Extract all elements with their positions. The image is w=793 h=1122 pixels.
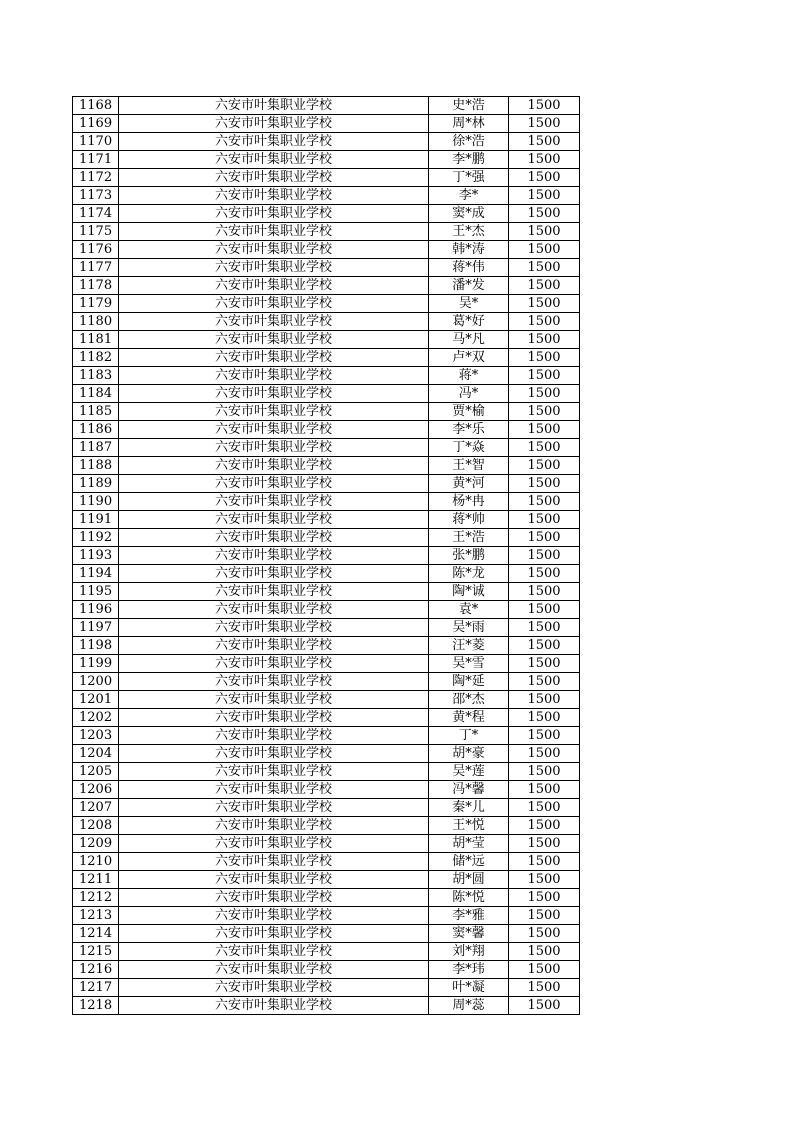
row-number-cell: 1185 xyxy=(73,403,119,421)
amount-cell: 1500 xyxy=(509,241,580,259)
row-number-cell: 1188 xyxy=(73,457,119,475)
school-cell: 六安市叶集职业学校 xyxy=(119,673,429,691)
school-cell: 六安市叶集职业学校 xyxy=(119,439,429,457)
name-cell: 窦*馨 xyxy=(429,925,509,943)
amount-cell: 1500 xyxy=(509,925,580,943)
amount-cell: 1500 xyxy=(509,619,580,637)
school-cell: 六安市叶集职业学校 xyxy=(119,169,429,187)
row-number-cell: 1199 xyxy=(73,655,119,673)
amount-cell: 1500 xyxy=(509,745,580,763)
row-number-cell: 1196 xyxy=(73,601,119,619)
school-cell: 六安市叶集职业学校 xyxy=(119,115,429,133)
amount-cell: 1500 xyxy=(509,817,580,835)
table-row xyxy=(73,367,580,385)
amount-cell: 1500 xyxy=(509,277,580,295)
table-row xyxy=(73,115,580,133)
table-row xyxy=(73,799,580,817)
school-cell: 六安市叶集职业学校 xyxy=(119,889,429,907)
school-cell: 六安市叶集职业学校 xyxy=(119,223,429,241)
row-number-cell: 1182 xyxy=(73,349,119,367)
amount-cell: 1500 xyxy=(509,727,580,745)
school-cell: 六安市叶集职业学校 xyxy=(119,511,429,529)
amount-cell: 1500 xyxy=(509,115,580,133)
name-cell: 卢*双 xyxy=(429,349,509,367)
table-row xyxy=(73,997,580,1015)
row-number-cell: 1191 xyxy=(73,511,119,529)
row-number-cell: 1172 xyxy=(73,169,119,187)
name-cell: 蒋* xyxy=(429,367,509,385)
name-cell: 吴*雪 xyxy=(429,655,509,673)
name-cell: 李*乐 xyxy=(429,421,509,439)
name-cell: 王*悦 xyxy=(429,817,509,835)
amount-cell: 1500 xyxy=(509,583,580,601)
name-cell: 黄*程 xyxy=(429,709,509,727)
name-cell: 黄*河 xyxy=(429,475,509,493)
school-cell: 六安市叶集职业学校 xyxy=(119,979,429,997)
name-cell: 丁* xyxy=(429,727,509,745)
amount-cell: 1500 xyxy=(509,457,580,475)
amount-cell: 1500 xyxy=(509,961,580,979)
amount-cell: 1500 xyxy=(509,565,580,583)
row-number-cell: 1177 xyxy=(73,259,119,277)
name-cell: 张*鹏 xyxy=(429,547,509,565)
data-table xyxy=(72,96,580,1015)
name-cell: 史*浩 xyxy=(429,97,509,115)
amount-cell: 1500 xyxy=(509,997,580,1015)
row-number-cell: 1184 xyxy=(73,385,119,403)
table-row xyxy=(73,943,580,961)
row-number-cell: 1181 xyxy=(73,331,119,349)
name-cell: 李*雅 xyxy=(429,907,509,925)
school-cell: 六安市叶集职业学校 xyxy=(119,925,429,943)
school-cell: 六安市叶集职业学校 xyxy=(119,907,429,925)
name-cell: 陶*延 xyxy=(429,673,509,691)
row-number-cell: 1203 xyxy=(73,727,119,745)
school-cell: 六安市叶集职业学校 xyxy=(119,475,429,493)
row-number-cell: 1206 xyxy=(73,781,119,799)
name-cell: 陶*诚 xyxy=(429,583,509,601)
name-cell: 王*杰 xyxy=(429,223,509,241)
row-number-cell: 1217 xyxy=(73,979,119,997)
table-row xyxy=(73,763,580,781)
amount-cell: 1500 xyxy=(509,655,580,673)
school-cell: 六安市叶集职业学校 xyxy=(119,799,429,817)
school-cell: 六安市叶集职业学校 xyxy=(119,619,429,637)
school-cell: 六安市叶集职业学校 xyxy=(119,637,429,655)
row-number-cell: 1212 xyxy=(73,889,119,907)
amount-cell: 1500 xyxy=(509,151,580,169)
row-number-cell: 1178 xyxy=(73,277,119,295)
row-number-cell: 1187 xyxy=(73,439,119,457)
amount-cell: 1500 xyxy=(509,781,580,799)
amount-cell: 1500 xyxy=(509,871,580,889)
school-cell: 六安市叶集职业学校 xyxy=(119,97,429,115)
row-number-cell: 1175 xyxy=(73,223,119,241)
row-number-cell: 1180 xyxy=(73,313,119,331)
row-number-cell: 1194 xyxy=(73,565,119,583)
table-row xyxy=(73,691,580,709)
row-number-cell: 1214 xyxy=(73,925,119,943)
name-cell: 蒋*帅 xyxy=(429,511,509,529)
school-cell: 六安市叶集职业学校 xyxy=(119,133,429,151)
table-row xyxy=(73,709,580,727)
table-row xyxy=(73,619,580,637)
name-cell: 汪*菱 xyxy=(429,637,509,655)
amount-cell: 1500 xyxy=(509,205,580,223)
row-number-cell: 1170 xyxy=(73,133,119,151)
table-row xyxy=(73,313,580,331)
amount-cell: 1500 xyxy=(509,295,580,313)
name-cell: 徐*浩 xyxy=(429,133,509,151)
name-cell: 贾*榆 xyxy=(429,403,509,421)
table-row xyxy=(73,187,580,205)
row-number-cell: 1174 xyxy=(73,205,119,223)
school-cell: 六安市叶集职业学校 xyxy=(119,547,429,565)
name-cell: 吴*莲 xyxy=(429,763,509,781)
table-row xyxy=(73,727,580,745)
row-number-cell: 1183 xyxy=(73,367,119,385)
amount-cell: 1500 xyxy=(509,763,580,781)
school-cell: 六安市叶集职业学校 xyxy=(119,421,429,439)
school-cell: 六安市叶集职业学校 xyxy=(119,349,429,367)
school-cell: 六安市叶集职业学校 xyxy=(119,763,429,781)
row-number-cell: 1204 xyxy=(73,745,119,763)
row-number-cell: 1190 xyxy=(73,493,119,511)
table-row xyxy=(73,565,580,583)
table-row xyxy=(73,457,580,475)
amount-cell: 1500 xyxy=(509,187,580,205)
amount-cell: 1500 xyxy=(509,259,580,277)
row-number-cell: 1173 xyxy=(73,187,119,205)
school-cell: 六安市叶集职业学校 xyxy=(119,781,429,799)
table-row xyxy=(73,529,580,547)
name-cell: 潘*发 xyxy=(429,277,509,295)
school-cell: 六安市叶集职业学校 xyxy=(119,691,429,709)
name-cell: 陈*悦 xyxy=(429,889,509,907)
name-cell: 周*蕊 xyxy=(429,997,509,1015)
row-number-cell: 1186 xyxy=(73,421,119,439)
school-cell: 六安市叶集职业学校 xyxy=(119,457,429,475)
school-cell: 六安市叶集职业学校 xyxy=(119,529,429,547)
school-cell: 六安市叶集职业学校 xyxy=(119,151,429,169)
table-row xyxy=(73,853,580,871)
row-number-cell: 1197 xyxy=(73,619,119,637)
name-cell: 邵*杰 xyxy=(429,691,509,709)
name-cell: 胡*莹 xyxy=(429,835,509,853)
school-cell: 六安市叶集职业学校 xyxy=(119,997,429,1015)
table-row xyxy=(73,547,580,565)
amount-cell: 1500 xyxy=(509,385,580,403)
amount-cell: 1500 xyxy=(509,493,580,511)
row-number-cell: 1215 xyxy=(73,943,119,961)
school-cell: 六安市叶集职业学校 xyxy=(119,241,429,259)
school-cell: 六安市叶集职业学校 xyxy=(119,745,429,763)
amount-cell: 1500 xyxy=(509,313,580,331)
row-number-cell: 1208 xyxy=(73,817,119,835)
table-row xyxy=(73,385,580,403)
row-number-cell: 1210 xyxy=(73,853,119,871)
row-number-cell: 1201 xyxy=(73,691,119,709)
table-row xyxy=(73,241,580,259)
table-row xyxy=(73,907,580,925)
amount-cell: 1500 xyxy=(509,331,580,349)
table-row xyxy=(73,169,580,187)
table-row xyxy=(73,349,580,367)
name-cell: 袁* xyxy=(429,601,509,619)
amount-cell: 1500 xyxy=(509,367,580,385)
name-cell: 王*智 xyxy=(429,457,509,475)
table-row xyxy=(73,133,580,151)
amount-cell: 1500 xyxy=(509,943,580,961)
school-cell: 六安市叶集职业学校 xyxy=(119,853,429,871)
row-number-cell: 1207 xyxy=(73,799,119,817)
row-number-cell: 1205 xyxy=(73,763,119,781)
name-cell: 陈*龙 xyxy=(429,565,509,583)
amount-cell: 1500 xyxy=(509,835,580,853)
name-cell: 葛*好 xyxy=(429,313,509,331)
name-cell: 胡*豪 xyxy=(429,745,509,763)
table-row xyxy=(73,439,580,457)
table-row xyxy=(73,745,580,763)
table-row xyxy=(73,259,580,277)
table-row xyxy=(73,493,580,511)
amount-cell: 1500 xyxy=(509,133,580,151)
name-cell: 丁*强 xyxy=(429,169,509,187)
amount-cell: 1500 xyxy=(509,511,580,529)
school-cell: 六安市叶集职业学校 xyxy=(119,367,429,385)
name-cell: 秦*儿 xyxy=(429,799,509,817)
name-cell: 吴*雨 xyxy=(429,619,509,637)
table-row xyxy=(73,601,580,619)
name-cell: 蒋*伟 xyxy=(429,259,509,277)
table-row xyxy=(73,655,580,673)
school-cell: 六安市叶集职业学校 xyxy=(119,961,429,979)
amount-cell: 1500 xyxy=(509,439,580,457)
amount-cell: 1500 xyxy=(509,223,580,241)
row-number-cell: 1213 xyxy=(73,907,119,925)
school-cell: 六安市叶集职业学校 xyxy=(119,187,429,205)
row-number-cell: 1179 xyxy=(73,295,119,313)
row-number-cell: 1211 xyxy=(73,871,119,889)
amount-cell: 1500 xyxy=(509,907,580,925)
name-cell: 冯*馨 xyxy=(429,781,509,799)
table-row xyxy=(73,925,580,943)
table-row xyxy=(73,421,580,439)
amount-cell: 1500 xyxy=(509,403,580,421)
row-number-cell: 1198 xyxy=(73,637,119,655)
school-cell: 六安市叶集职业学校 xyxy=(119,871,429,889)
table-row xyxy=(73,151,580,169)
row-number-cell: 1216 xyxy=(73,961,119,979)
name-cell: 储*远 xyxy=(429,853,509,871)
school-cell: 六安市叶集职业学校 xyxy=(119,727,429,745)
table-row xyxy=(73,223,580,241)
table-row xyxy=(73,475,580,493)
school-cell: 六安市叶集职业学校 xyxy=(119,313,429,331)
table-row xyxy=(73,835,580,853)
row-number-cell: 1195 xyxy=(73,583,119,601)
row-number-cell: 1202 xyxy=(73,709,119,727)
row-number-cell: 1218 xyxy=(73,997,119,1015)
school-cell: 六安市叶集职业学校 xyxy=(119,493,429,511)
name-cell: 冯* xyxy=(429,385,509,403)
row-number-cell: 1169 xyxy=(73,115,119,133)
school-cell: 六安市叶集职业学校 xyxy=(119,331,429,349)
table-row xyxy=(73,97,580,115)
amount-cell: 1500 xyxy=(509,475,580,493)
table-row xyxy=(73,205,580,223)
amount-cell: 1500 xyxy=(509,349,580,367)
amount-cell: 1500 xyxy=(509,421,580,439)
school-cell: 六安市叶集职业学校 xyxy=(119,583,429,601)
table-row xyxy=(73,511,580,529)
table-row xyxy=(73,979,580,997)
school-cell: 六安市叶集职业学校 xyxy=(119,295,429,313)
name-cell: 吴* xyxy=(429,295,509,313)
name-cell: 王*浩 xyxy=(429,529,509,547)
amount-cell: 1500 xyxy=(509,889,580,907)
amount-cell: 1500 xyxy=(509,169,580,187)
row-number-cell: 1168 xyxy=(73,97,119,115)
row-number-cell: 1193 xyxy=(73,547,119,565)
table-row xyxy=(73,871,580,889)
school-cell: 六安市叶集职业学校 xyxy=(119,259,429,277)
table-row xyxy=(73,817,580,835)
amount-cell: 1500 xyxy=(509,709,580,727)
name-cell: 李* xyxy=(429,187,509,205)
school-cell: 六安市叶集职业学校 xyxy=(119,709,429,727)
name-cell: 马*凡 xyxy=(429,331,509,349)
table-row xyxy=(73,331,580,349)
school-cell: 六安市叶集职业学校 xyxy=(119,943,429,961)
name-cell: 刘*翔 xyxy=(429,943,509,961)
amount-cell: 1500 xyxy=(509,97,580,115)
amount-cell: 1500 xyxy=(509,853,580,871)
school-cell: 六安市叶集职业学校 xyxy=(119,385,429,403)
table-row xyxy=(73,673,580,691)
amount-cell: 1500 xyxy=(509,547,580,565)
school-cell: 六安市叶集职业学校 xyxy=(119,277,429,295)
name-cell: 李*鹏 xyxy=(429,151,509,169)
amount-cell: 1500 xyxy=(509,691,580,709)
amount-cell: 1500 xyxy=(509,637,580,655)
row-number-cell: 1189 xyxy=(73,475,119,493)
name-cell: 叶*凝 xyxy=(429,979,509,997)
name-cell: 周*林 xyxy=(429,115,509,133)
school-cell: 六安市叶集职业学校 xyxy=(119,403,429,421)
table-row xyxy=(73,781,580,799)
row-number-cell: 1200 xyxy=(73,673,119,691)
name-cell: 窦*成 xyxy=(429,205,509,223)
table-body xyxy=(73,97,580,1015)
table-row xyxy=(73,889,580,907)
school-cell: 六安市叶集职业学校 xyxy=(119,817,429,835)
school-cell: 六安市叶集职业学校 xyxy=(119,205,429,223)
amount-cell: 1500 xyxy=(509,799,580,817)
table-row xyxy=(73,403,580,421)
table-row xyxy=(73,961,580,979)
table-row xyxy=(73,583,580,601)
row-number-cell: 1171 xyxy=(73,151,119,169)
row-number-cell: 1192 xyxy=(73,529,119,547)
table-row xyxy=(73,637,580,655)
school-cell: 六安市叶集职业学校 xyxy=(119,601,429,619)
name-cell: 李*玮 xyxy=(429,961,509,979)
school-cell: 六安市叶集职业学校 xyxy=(119,835,429,853)
name-cell: 韩*涛 xyxy=(429,241,509,259)
amount-cell: 1500 xyxy=(509,529,580,547)
amount-cell: 1500 xyxy=(509,601,580,619)
table-row xyxy=(73,277,580,295)
name-cell: 胡*圆 xyxy=(429,871,509,889)
school-cell: 六安市叶集职业学校 xyxy=(119,655,429,673)
amount-cell: 1500 xyxy=(509,673,580,691)
amount-cell: 1500 xyxy=(509,979,580,997)
table-row xyxy=(73,295,580,313)
row-number-cell: 1176 xyxy=(73,241,119,259)
name-cell: 丁*焱 xyxy=(429,439,509,457)
school-cell: 六安市叶集职业学校 xyxy=(119,565,429,583)
name-cell: 杨*冉 xyxy=(429,493,509,511)
row-number-cell: 1209 xyxy=(73,835,119,853)
